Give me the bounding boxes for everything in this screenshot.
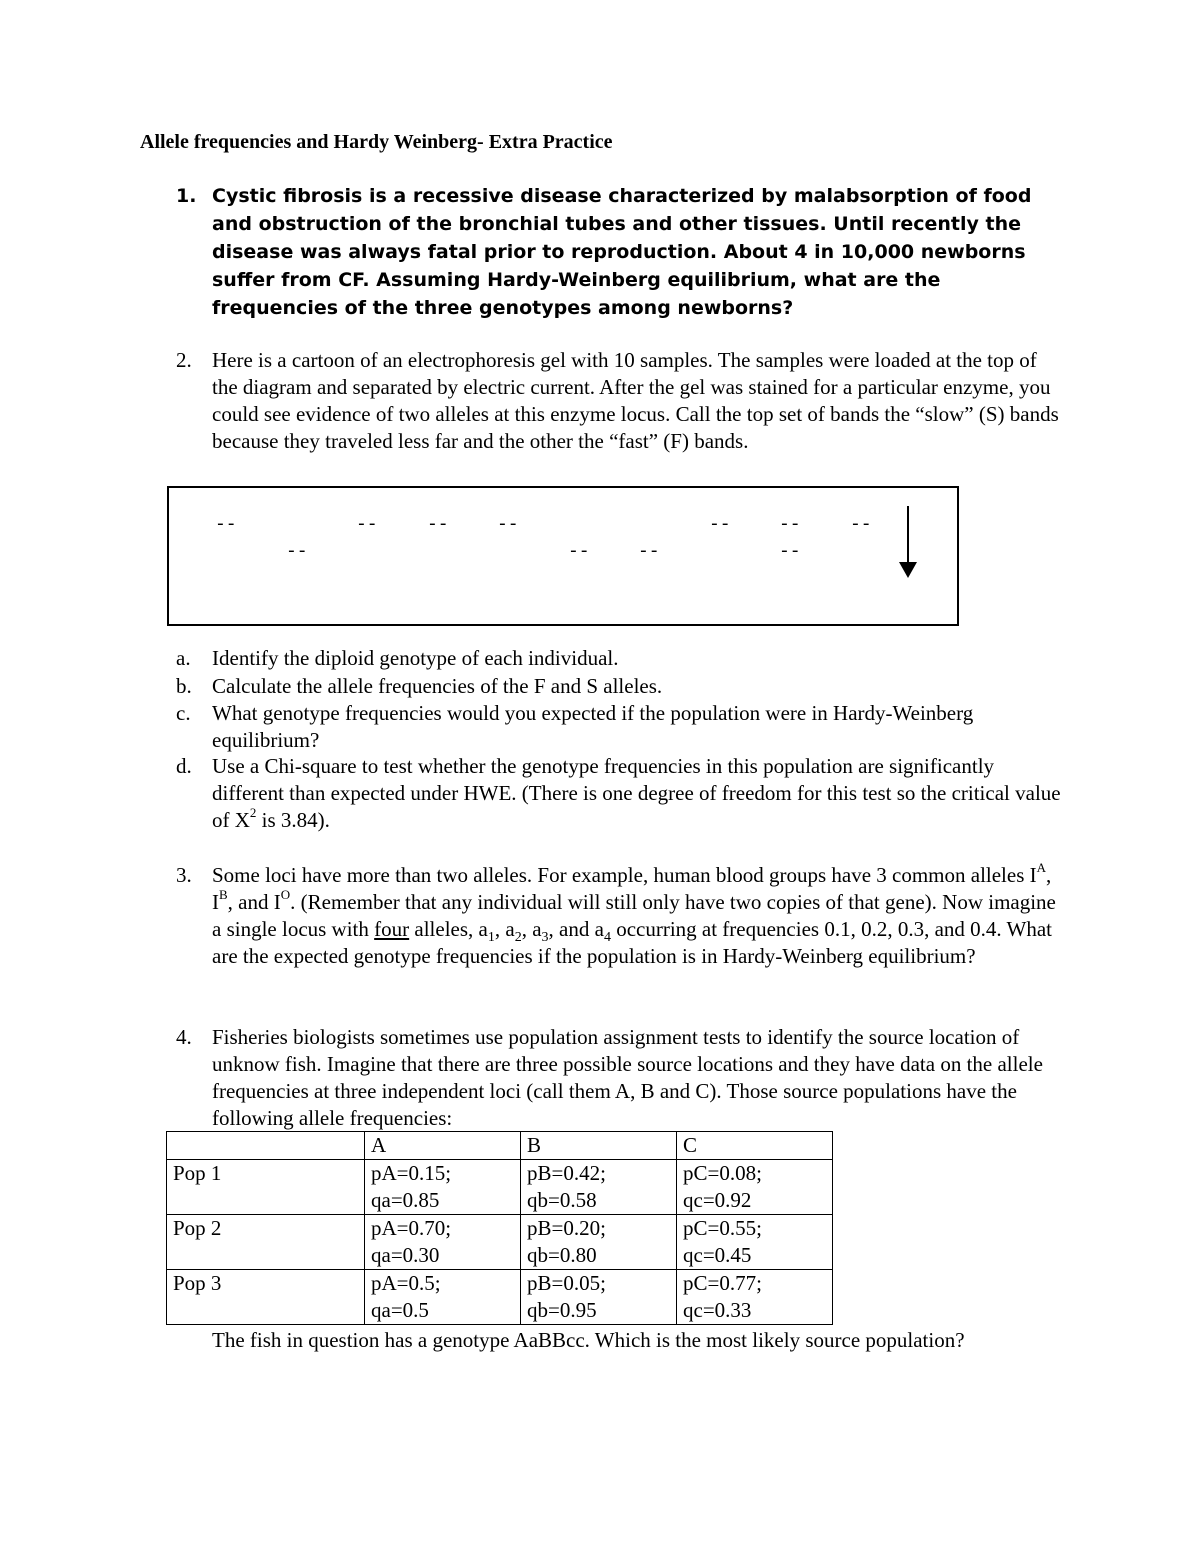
part-text: What genotype frequencies would you expected if the population were in Hardy-Weinberg equilibrium? bbox=[212, 701, 974, 752]
fast-band: -- bbox=[779, 542, 801, 562]
table-cell: pA=0.70; qa=0.30 bbox=[365, 1215, 521, 1270]
part-label: d. bbox=[176, 754, 192, 778]
slow-band: -- bbox=[427, 515, 449, 535]
slow-band: -- bbox=[497, 515, 519, 535]
question-number: 2. bbox=[176, 348, 192, 372]
table-header-cell: C bbox=[677, 1132, 833, 1160]
slow-band: -- bbox=[356, 515, 378, 535]
pop-label: Pop 1 bbox=[167, 1160, 365, 1215]
slow-band: -- bbox=[709, 515, 731, 535]
part-text: Calculate the allele frequencies of the F and S alleles. bbox=[212, 674, 663, 698]
table-row bbox=[167, 1160, 833, 1215]
slow-band: -- bbox=[779, 515, 801, 535]
table-cell: pC=0.55; qc=0.45 bbox=[677, 1215, 833, 1270]
part-label: b. bbox=[176, 674, 192, 698]
table-cell: pA=0.5; qa=0.5 bbox=[365, 1270, 521, 1325]
fast-band: -- bbox=[638, 542, 660, 562]
table-cell: pB=0.20; qb=0.80 bbox=[521, 1215, 677, 1270]
table-cell: pB=0.42; qb=0.58 bbox=[521, 1160, 677, 1215]
part-text: Identify the diploid genotype of each individual. bbox=[212, 646, 619, 670]
page-title: Allele frequencies and Hardy Weinberg- Extra Practice bbox=[140, 131, 613, 153]
question-number: 3. bbox=[176, 863, 192, 887]
slow-band: -- bbox=[850, 515, 872, 535]
fast-band: -- bbox=[286, 542, 308, 562]
question-text: Some loci have more than two alleles. For example, human blood groups have 3 common alleles $I^A$, $I^B$, and $I^O$. (Remember that any individual will still only have two copies of that gene). Now imagine a single locus with four alleles, $a_1$, $a_2$, $a_3$, and $a_4$ occurring at frequencies 0.1, 0.2, 0.3, and 0.4. What are the expected genotype frequencies if the population is in Hardy-Weinberg equilibrium? bbox=[212, 860, 1056, 968]
table-cell: pA=0.15; qa=0.85 bbox=[365, 1160, 521, 1215]
pop-label: Pop 2 bbox=[167, 1215, 365, 1270]
electrophoresis-gel bbox=[167, 486, 959, 626]
closing-text: The fish in question has a genotype AaBBcc. Which is the most likely source population? bbox=[212, 1328, 965, 1352]
migration-arrow-icon bbox=[907, 506, 909, 564]
table-cell: pC=0.77; qc=0.33 bbox=[677, 1270, 833, 1325]
table-header-cell bbox=[167, 1132, 365, 1160]
table-header-cell: B bbox=[521, 1132, 677, 1160]
slow-band: -- bbox=[215, 515, 237, 535]
table-row bbox=[167, 1215, 833, 1270]
question-text: Fisheries biologists sometimes use population assignment tests to identify the source location of unknow fish. Imagine that there are three possible source locations and they have data on the allele frequencies at three independent loci (call them A, B and C). Those source populations have the following allele frequencies: bbox=[212, 1025, 1043, 1130]
question-number: 4. bbox=[176, 1025, 192, 1049]
table-header-row bbox=[167, 1132, 833, 1160]
fast-band: -- bbox=[568, 542, 590, 562]
part-label: a. bbox=[176, 646, 191, 670]
table-header-cell: A bbox=[365, 1132, 521, 1160]
part-text: Use a Chi-square to test whether the genotype frequencies in this population are significantly different than expected under HWE. (There is one degree of freedom for this test so the critical value of $X^2$ is 3.84). bbox=[212, 754, 1061, 832]
question-number: 1. bbox=[176, 185, 197, 207]
allele-frequency-table bbox=[166, 1131, 833, 1325]
part-label: c. bbox=[176, 701, 191, 725]
arrow-head-icon bbox=[899, 562, 917, 578]
pop-label: Pop 3 bbox=[167, 1270, 365, 1325]
table-cell: pC=0.08; qc=0.92 bbox=[677, 1160, 833, 1215]
table-cell: pB=0.05; qb=0.95 bbox=[521, 1270, 677, 1325]
question-text: Cystic fibrosis is a recessive disease characterized by malabsorption of food and obstruction of the bronchial tubes and other tissues. Until recently the disease was always fatal prior to reproduction. About 4 in 10,000 newborns suffer from CF. Assuming Hardy-Weinberg equilibrium, what are the frequencies of the three genotypes among newborns? bbox=[212, 185, 1032, 319]
question-text: Here is a cartoon of an electrophoresis gel with 10 samples. The samples were loaded at the top of the diagram and separated by electric current. After the gel was stained for a particular enzyme, you could see evidence of two alleles at this enzyme locus. Call the top set of bands the “slow” (S) bands because they traveled less far and the other the “fast” (F) bands. bbox=[212, 348, 1059, 453]
table-row bbox=[167, 1270, 833, 1325]
